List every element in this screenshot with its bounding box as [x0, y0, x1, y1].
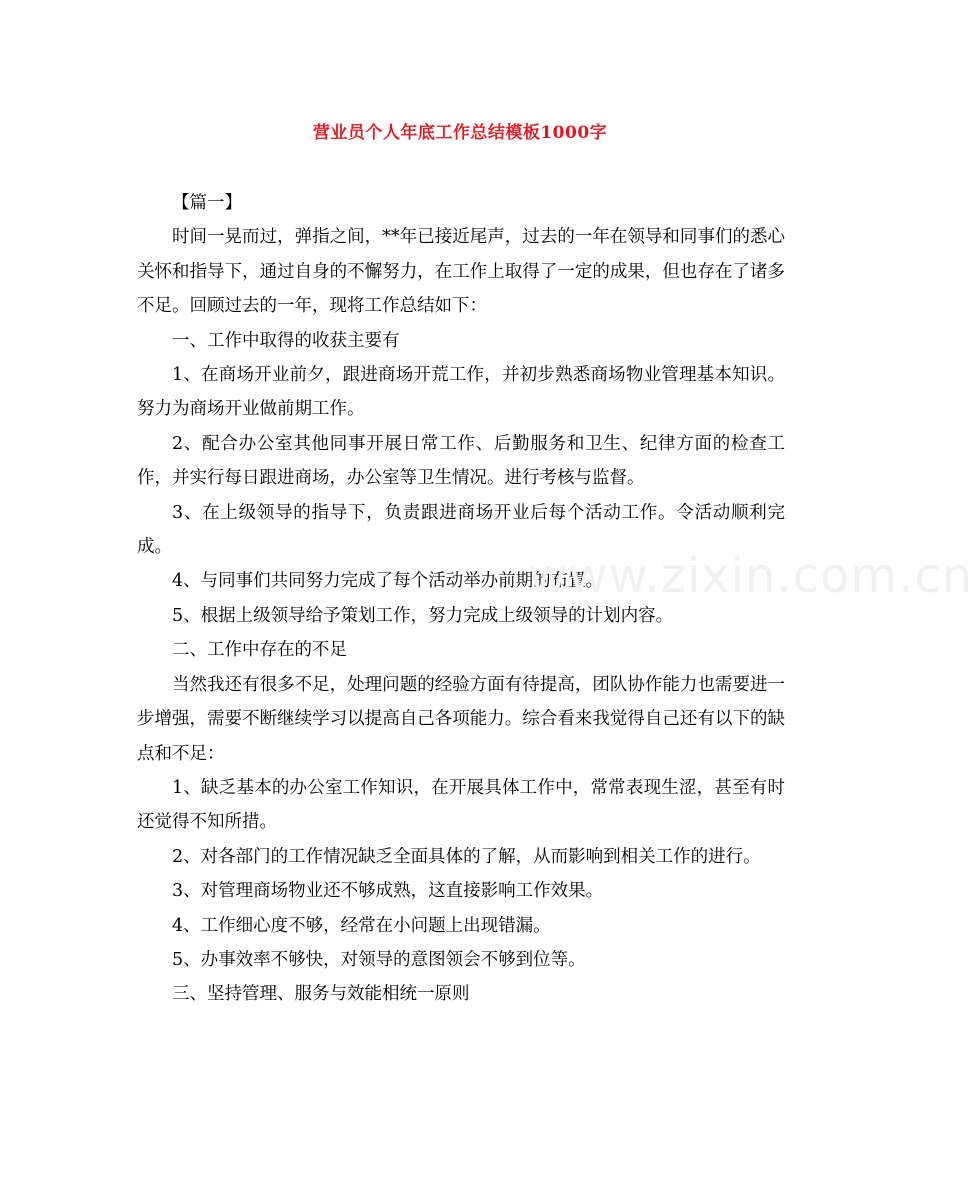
shortcomings-paragraph: 当然我还有很多不足，处理问题的经验方面有待提高，团队协作能力也需要进一步增强，需要不断继续学习以提高自己各项能力。综合看来我觉得自己还有以下的缺点和不足： [137, 674, 785, 764]
shortcoming-item: 2、对各部门的工作情况缺乏全面具体的了解，从而影响到相关工作的进行。 [172, 846, 761, 867]
section-heading-principles: 三、坚持管理、服务与效能相统一原则 [172, 984, 470, 1005]
section-heading-shortcomings: 二、工作中存在的不足 [172, 640, 347, 661]
achievement-item: 2、配合办公室其他同事开展日常工作、后勤服务和卫生、纪律方面的检查工作，并实行每日跟进商场，办公室等卫生情况。进行考核与监督。 [137, 433, 785, 489]
watermark: www.zixin.com.cn [528, 548, 973, 604]
achievement-item: 3、在上级领导的指导下，负责跟进商场开业后每个活动工作。令活动顺利完成。 [137, 502, 785, 558]
document-body [137, 186, 785, 1012]
document-title: 营业员个人年底工作总结模板1000字 [312, 123, 608, 143]
shortcoming-item: 3、对管理商场物业还不够成熟，这直接影响工作效果。 [172, 881, 604, 902]
shortcoming-item: 4、工作细心度不够，经常在小问题上出现错漏。 [172, 915, 551, 936]
achievement-item: 5、根据上级领导给予策划工作，努力完成上级领导的计划内容。 [172, 605, 674, 626]
section-heading-achievements: 一、工作中取得的收获主要有 [172, 330, 400, 351]
section-heading-part-one: 【篇一】 [172, 193, 242, 213]
achievement-item: 1、在商场开业前夕，跟进商场开荒工作，并初步熟悉商场物业管理基本知识。努力为商场开业做前期工作。 [137, 365, 785, 420]
shortcoming-item: 5、办事效率不够快，对领导的意图领会不够到位等。 [172, 949, 586, 970]
achievement-item: 4、与同事们共同努力完成了每个活动举办前期的布置。 [172, 571, 604, 592]
shortcoming-item: 1、缺乏基本的办公室工作知识，在开展具体工作中，常常表现生涩，甚至有时还觉得不知所措。 [137, 777, 785, 833]
intro-paragraph: 时间一晃而过，弹指之间，**年已接近尾声，过去的一年在领导和同事们的悉心关怀和指导下，通过自身的不懈努力，在工作上取得了一定的成果，但也存在了诸多不足。回顾过去的一年，现将工作总结如下： [137, 227, 785, 317]
